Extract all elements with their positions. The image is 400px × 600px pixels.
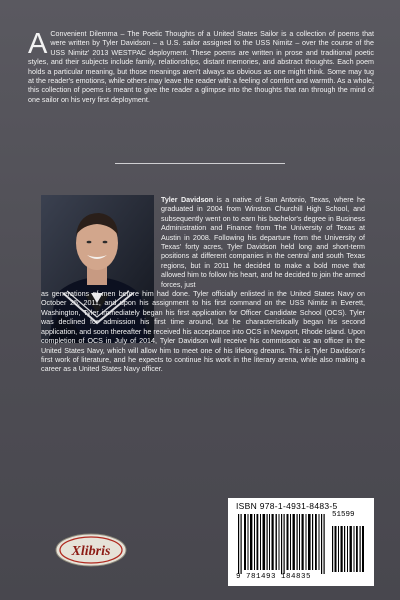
xlibris-logo (54, 531, 128, 569)
author-bio (41, 196, 365, 375)
bio-paragraph-top (161, 196, 365, 290)
description-text: Convenient Dilemma – The Poetic Thoughts of a United States Sailor is a collection of poems that were written by Tyler Davidson – a U.S. sailor assigned to the USS Nimitz – over the course of the USS Nimitz' 2013 WESTPAC deployment. These poems are written in prose and traditional poetic styles, and their subjects include family, relationships, distant memories, and abstract thoughts. Each poem holds a particular meaning, but those meanings aren't always as obvious as one might think. Some may tug at the reader's emotions, while others may leave the reader with a feeling of comfort and warmth. As a whole, this collection of poems is meant to give the reader a glimpse into the thoughts that ran through the mind of one sailor on his very first deployment. (28, 30, 374, 104)
bio-paragraph-bottom: as generations of men before him had done. Tyler officially enlisted in the United States Navy on October 25, 2011, and upon his assignment to his first command on the USS Nimitz in Everett, Washington, Tyler immediately began his first application for Officer Candidate School (OCS). Tyler was declined for admission his first time around, but he characteristically began his second application, and soon thereafter he received his acceptance into OCS in Newport, Rhode Island. Upon completion of OCS in July of 2014, Tyler Davidson will receive his commission as an officer in the United States Navy, which will allow him to meet one of his lifelong dreams. This is Tyler Davidson's first work of literature, and he expects to continue his work in the literary arena, while also making a career as a United States Navy officer. (41, 290, 365, 374)
bio-text-part1: is a native of San Antonio, Texas, where he graduated in 2004 from Winston Churchill High School, and subsequently went on to earn his bachelor's degree in Business Administration and Finance from The University of Texas at Austin in 2008. Following his departure from the University of Texas' forty acres, Tyler Davidson held long and short-term positions at different companies in the central and south Texas regions, but in 2011 he decided to make a bold move that allowed him to follow his heart, and he decided to join the armed forces, just (161, 196, 365, 289)
isbn-number: ISBN 978-1-4931-8483-5 (236, 501, 338, 511)
divider-rule (115, 163, 285, 164)
barcode-bars (236, 512, 368, 574)
drop-cap: A (28, 28, 48, 60)
isbn-barcode (228, 498, 374, 586)
barcode-digits: 9 781493 184835 (236, 573, 312, 581)
author-name: Tyler Davidson (161, 196, 214, 204)
svg-text:Xlibris: Xlibris (71, 544, 111, 559)
book-description (28, 30, 374, 105)
price-code: 51599 (332, 511, 355, 519)
